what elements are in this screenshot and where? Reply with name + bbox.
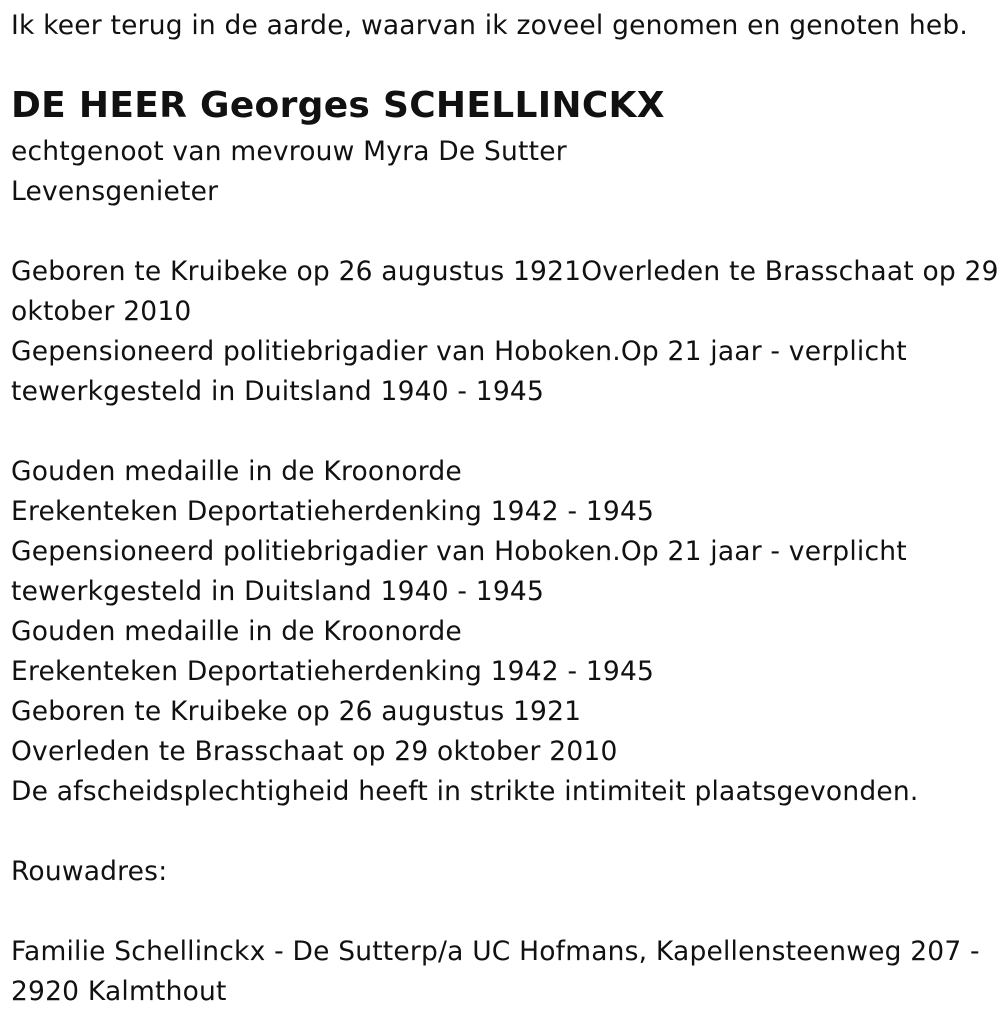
biography-line: tewerkgesteld in Duitsland 1940 - 1945 [11, 376, 545, 407]
spacer [11, 892, 986, 932]
spacer [11, 212, 986, 252]
detail-line: Overleden te Brasschaat op 29 oktober 2010 [11, 736, 618, 767]
biography-block [11, 252, 999, 412]
details-block [11, 452, 986, 812]
address-line: 2920 Kalmthout [11, 976, 227, 1007]
detail-line: tewerkgesteld in Duitsland 1940 - 1945 [11, 576, 545, 607]
spacer [11, 412, 986, 452]
address-line: Familie Schellinckx - De Sutterp/a UC Hofmans, Kapellensteenweg 207 - [11, 936, 980, 967]
motto-text: Ik keer terug in de aarde, waarvan ik zoveel genomen en genoten heb. [11, 10, 969, 41]
biography-line: Gepensioneerd politiebrigadier van Hoboken.Op 21 jaar - verplicht [11, 336, 907, 367]
detail-line: De afscheidsplechtigheid heeft in strikte intimiteit plaatsgevonden. [11, 776, 919, 807]
detail-line: Gouden medaille in de Kroonorde [11, 456, 462, 487]
address-label: Rouwadres: [11, 856, 168, 887]
detail-line: Gepensioneerd politiebrigadier van Hoboken.Op 21 jaar - verplicht [11, 536, 907, 567]
biography-line: Geboren te Kruibeke op 26 augustus 1921Overleden te Brasschaat op 29 [11, 256, 999, 287]
deceased-name: DE HEER Georges SCHELLINCKX [11, 85, 665, 126]
address-block [11, 932, 986, 1012]
spouse-text: echtgenoot van mevrouw Myra De Sutter [11, 136, 567, 167]
detail-line: Geboren te Kruibeke op 26 augustus 1921 [11, 696, 582, 727]
detail-line: Erekenteken Deportatieherdenking 1942 - 1945 [11, 656, 655, 687]
epithet-text: Levensgenieter [11, 176, 219, 207]
obituary-notice [11, 6, 999, 1012]
spacer [11, 812, 986, 852]
detail-line: Erekenteken Deportatieherdenking 1942 - 1945 [11, 496, 655, 527]
detail-line: Gouden medaille in de Kroonorde [11, 616, 462, 647]
biography-line: oktober 2010 [11, 296, 192, 327]
